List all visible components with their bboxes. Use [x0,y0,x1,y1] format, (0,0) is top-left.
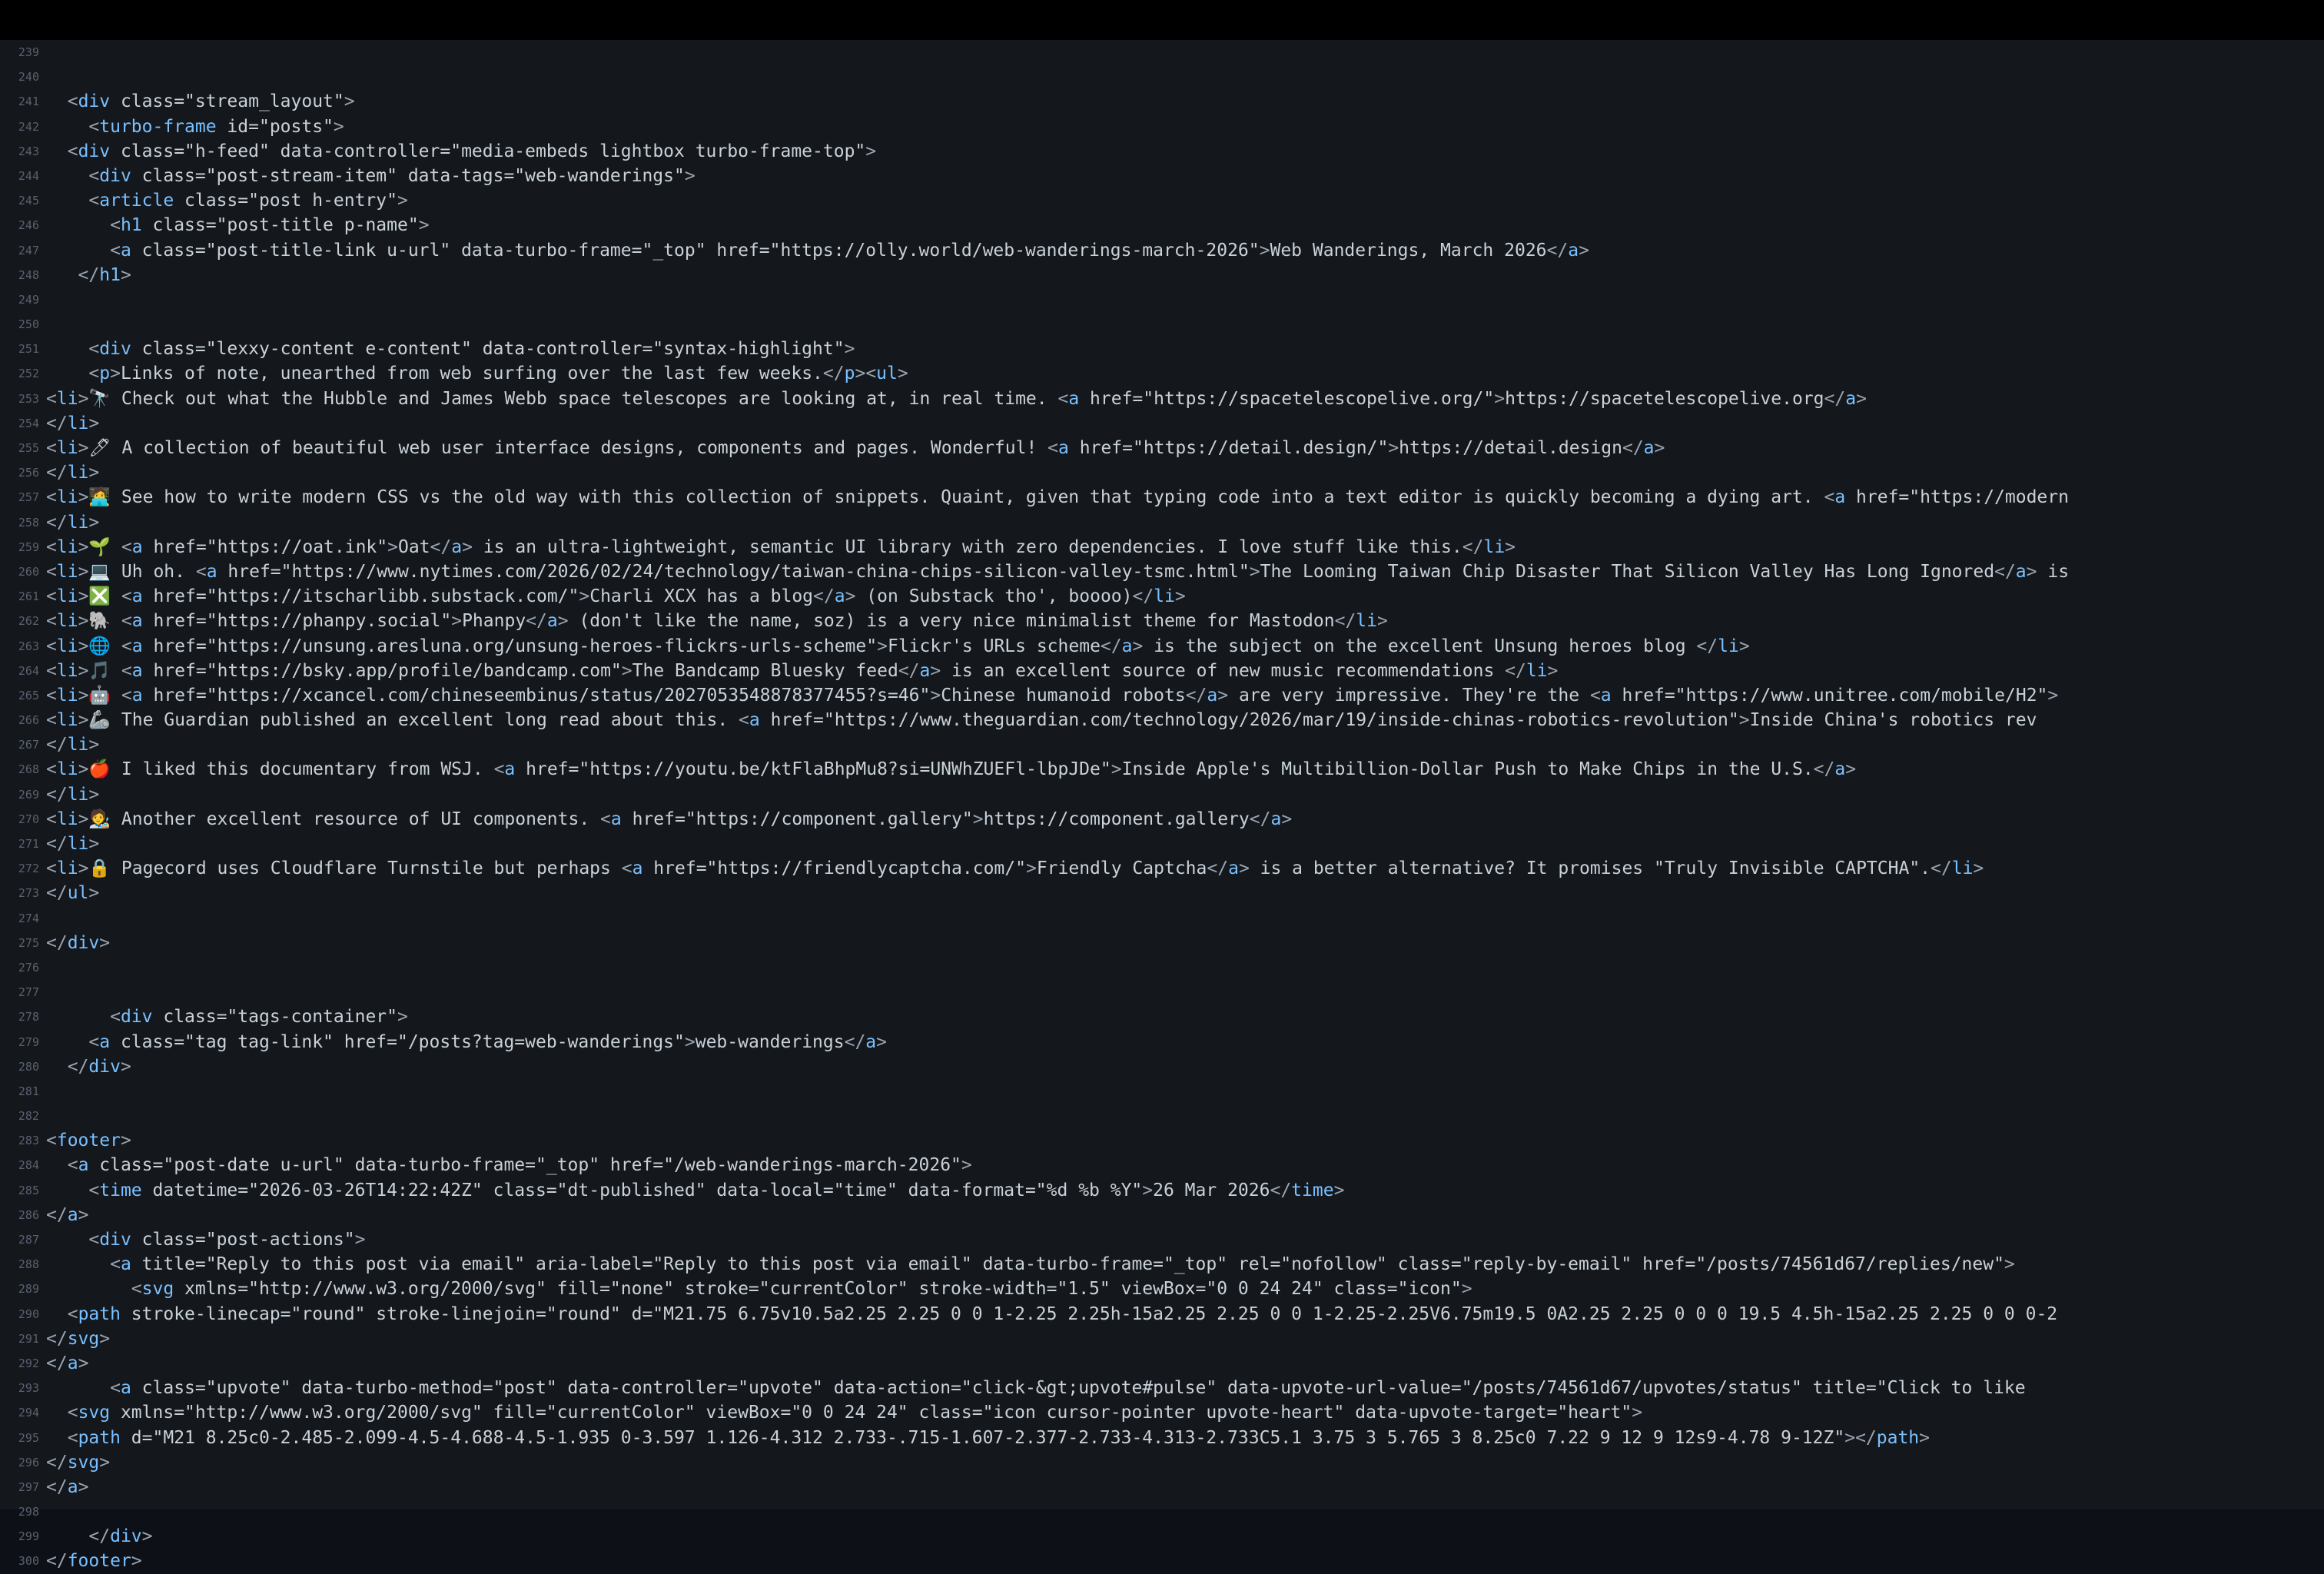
browser-topbar [0,0,2324,40]
line-number: 296 [18,1455,39,1469]
line-number: 300 [18,1554,39,1569]
code-line [46,40,2324,65]
line-number: 250 [18,317,39,332]
line-number: 260 [18,564,39,579]
line-number: 286 [18,1207,39,1222]
code-line: <li>🌐 <a href="https://unsung.aresluna.org/unsung-heroes-flickrs-urls-scheme">Flickr's URLs scheme</a> is the subject on the excellent Unsung heroes blog </li> [46,636,1750,656]
code-line: <p>Links of note, unearthed from web surfing over the last few weeks.</p><ul> [88,364,908,384]
code-line: </li> [46,834,100,854]
code-line [46,287,2324,312]
code-line [46,955,2324,980]
line-number: 273 [18,886,39,901]
line-number: 252 [18,367,39,381]
line-number: 266 [18,713,39,728]
code-line: </div> [67,1056,131,1077]
line-number: 262 [18,614,39,629]
code-line: </svg> [46,1452,111,1473]
code-line: </footer> [46,1551,142,1572]
line-number-gutter [0,40,45,1569]
code-line: <div class="tags-container"> [110,1007,408,1028]
code-line: </a> [46,1353,89,1373]
line-number: 295 [18,1430,39,1445]
code-line: <time datetime="2026-03-26T14:22:42Z" class="dt-published" data-local="time" data-format="%d %b %Y">26 Mar 2026</time> [88,1180,1345,1200]
line-number: 265 [18,688,39,702]
line-number: 299 [18,1529,39,1544]
code-line: <li>🍎 I liked this documentary from WSJ. <a href="https://youtu.be/ktFlaBhpMu8?si=UNWhZUEFl-lbpJDe">Inside Apple's Multibillion-Dollar Push to Make Chips in the U.S.</a> [46,759,1857,780]
line-number: 258 [18,515,39,530]
line-number: 282 [18,1109,39,1124]
code-line: </h1> [78,264,131,285]
line-number: 280 [18,1059,39,1074]
line-number: 271 [18,837,39,851]
line-number: 247 [18,243,39,257]
line-number: 240 [18,70,39,85]
line-number: 256 [18,466,39,480]
line-number: 267 [18,738,39,752]
line-number: 241 [18,95,39,109]
line-number: 287 [18,1233,39,1247]
line-number: 284 [18,1158,39,1173]
line-number: 270 [18,812,39,826]
code-line: <turbo-frame id="posts"> [88,116,344,137]
code-line: </li> [46,512,100,533]
line-number: 264 [18,663,39,678]
code-line: </li> [46,413,100,433]
code-line: <a class="upvote" data-turbo-method="post" data-controller="upvote" data-action="click-&gt;upvote#pulse" data-upvote-url-value="/posts/74561d67/upvotes/status" title="Click to like [110,1378,2026,1399]
line-number: 261 [18,589,39,604]
code-line: <div class="stream_layout"> [67,91,355,112]
code-line: <a class="post-date u-url" data-turbo-frame="_top" href="/web-wanderings-march-2026"> [67,1155,972,1176]
code-line: </svg> [46,1328,111,1349]
line-number: 292 [18,1356,39,1370]
code-line: <article class="post h-entry"> [88,191,408,211]
line-number: 291 [18,1331,39,1346]
code-line: <li>❎ <a href="https://itscharlibb.substack.com/">Charli XCX has a blog</a> (on Substack tho', boooo)</li> [46,586,1186,607]
line-number: 288 [18,1257,39,1272]
line-number: 289 [18,1282,39,1297]
line-number: 285 [18,1183,39,1197]
line-number: 275 [18,935,39,950]
line-number: 239 [18,45,39,59]
line-number: 276 [18,960,39,975]
code-line: <a title="Reply to this post via email" aria-label="Reply to this post via email" data-turbo-frame="_top" rel="nofollow" class="reply-by-email" href="/posts/74561d67/replies/new"> [110,1254,2015,1275]
line-number: 249 [18,292,39,307]
code-line: <li>🤖 <a href="https://xcancel.com/chineseembinus/status/2027053548878377455?s=46">Chinese humanoid robots</a> are very impressive. They're the <a href="https://www.unitree.com/mobile/H2"> [46,685,2059,706]
code-line [46,980,2324,1005]
code-line: <li>🧑‍🎨 Another excellent resource of UI components. <a href="https://component.gallery">https://component.gallery</a> [46,809,1293,829]
code-line: <svg xmlns="http://www.w3.org/2000/svg" fill="currentColor" viewBox="0 0 24 24" class="icon cursor-pointer upvote-heart" data-upvote-target="heart"> [67,1403,1643,1423]
code-line [46,1499,2324,1524]
code-line [46,1104,2324,1128]
line-number: 248 [18,267,39,282]
line-number: 257 [18,490,39,505]
code-line: <li>🦾 The Guardian published an excellent long read about this. <a href="https://www.theguardian.com/technology/2026/mar/19/inside-chinas-robotics-revolution">Inside China's robotics rev [46,710,2037,731]
code-line: </li> [46,784,100,805]
line-number: 255 [18,441,39,455]
code-line: </ul> [46,883,100,904]
code-line: </li> [46,463,100,483]
line-number: 244 [18,168,39,183]
line-number: 268 [18,762,39,777]
code-line: <div class="lexxy-content e-content" data-controller="syntax-highlight"> [88,339,855,360]
line-number: 277 [18,985,39,1000]
line-number: 274 [18,911,39,925]
code-line [46,65,2324,89]
code-line: <li>🖊 A collection of beautiful web user interface designs, components and pages. Wonderful! <a href="https://detail.design/">https://detail.design</a> [46,438,1665,458]
code-line: <a class="tag tag-link" href="/posts?tag=web-wanderings">web-wanderings</a> [88,1031,888,1052]
line-number: 294 [18,1406,39,1420]
line-number: 279 [18,1034,39,1049]
line-number: 269 [18,787,39,802]
code-line: <path stroke-linecap="round" stroke-linejoin="round" d="M21.75 6.75v10.5a2.25 2.25 0 0 1-2.25 2.25h-15a2.25 2.25 0 0 1-2.25-2.25V6.75m19.5 0A2.25 2.25 0 0 0 19.5 4.5h-15a2.25 2.25 0 0 0-2 [67,1303,2058,1324]
code-line: <li>🐘 <a href="https://phanpy.social">Phanpy</a> (don't like the name, soz) is a very nice minimalist theme for Mastodon</li> [46,611,1388,632]
line-number: 283 [18,1134,39,1148]
code-line [46,312,2324,337]
line-number: 251 [18,342,39,357]
line-number: 298 [18,1505,39,1519]
code-line: <li>🔭 Check out what the Hubble and James Webb space telescopes are looking at, in real time. <a href="https://spacetelescopelive.org/">https://spacetelescopelive.org</a> [46,388,1867,409]
code-line: </div> [88,1526,153,1547]
code-line: <div class="post-actions"> [88,1230,366,1250]
code-line: </a> [46,1476,89,1497]
source-code-text[interactable] [45,40,2324,1572]
line-number: 272 [18,862,39,876]
line-number: 254 [18,416,39,430]
code-line [46,906,2324,931]
code-line: </li> [46,735,100,755]
line-number: 263 [18,639,39,653]
code-line: </div> [46,932,111,953]
line-number: 297 [18,1479,39,1494]
line-number: 246 [18,218,39,233]
code-area [0,40,2324,1572]
code-line: <a class="post-title-link u-url" data-turbo-frame="_top" href="https://olly.world/web-wanderings-march-2026">Web Wanderings, March 2026</a> [110,240,1589,261]
line-number: 245 [18,194,39,208]
code-line: <path d="M21 8.25c0-2.485-2.099-4.5-4.688-4.5-1.935 0-3.597 1.126-4.312 2.733-.715-1.607-2.377-2.733-4.313-2.733C5.1 3.75 3 5.765 3 8.25c0 7.22 9 12 9 12s9-4.78 9-12Z"></path> [67,1427,1931,1448]
code-line: <li>🌱 <a href="https://oat.ink">Oat</a> is an ultra-lightweight, semantic UI library with zero dependencies. I love stuff like this.</li> [46,536,1516,557]
line-number: 253 [18,391,39,406]
code-line: <div class="post-stream-item" data-tags="web-wanderings"> [88,165,696,186]
code-line: <li>🔒 Pagecord uses Cloudflare Turnstile but perhaps <a href="https://friendlycaptcha.com/">Friendly Captcha</a> is a better alternative? It promises "Truly Invisible CAPTCHA".</li> [46,858,1984,879]
line-number: 243 [18,144,39,158]
code-line: <li>💻 Uh oh. <a href="https://www.nytimes.com/2026/02/24/technology/taiwan-china-chips-silicon-valley-tsmc.html">The Looming Taiwan Chip Disaster That Silicon Valley Has Long Ignored</a> is [46,561,2070,582]
code-line: <footer> [46,1131,131,1151]
line-number: 278 [18,1010,39,1024]
line-number: 242 [18,119,39,134]
code-line: <h1 class="post-title p-name"> [110,215,430,236]
code-line: <li>🎵 <a href="https://bsky.app/profile/bandcamp.com">The Bandcamp Bluesky feed</a> is an excellent source of new music recommendations </li> [46,660,1559,681]
line-number: 259 [18,540,39,554]
code-line: <li>🧑‍💻 See how to write modern CSS vs the old way with this collection of snippets. Quaint, given that typing code into a text editor is quickly becoming a dying art. <a href="https://modern [46,487,2069,508]
code-line [46,1079,2324,1104]
line-number: 281 [18,1084,39,1098]
code-line: <div class="h-feed" data-controller="media-embeds lightbox turbo-frame-top"> [67,141,877,161]
code-line: <svg xmlns="http://www.w3.org/2000/svg" fill="none" stroke="currentColor" stroke-width="1.5" viewBox="0 0 24 24" class="icon"> [131,1279,1472,1300]
line-number: 290 [18,1307,39,1321]
line-number: 293 [18,1381,39,1396]
code-line: </a> [46,1204,89,1225]
